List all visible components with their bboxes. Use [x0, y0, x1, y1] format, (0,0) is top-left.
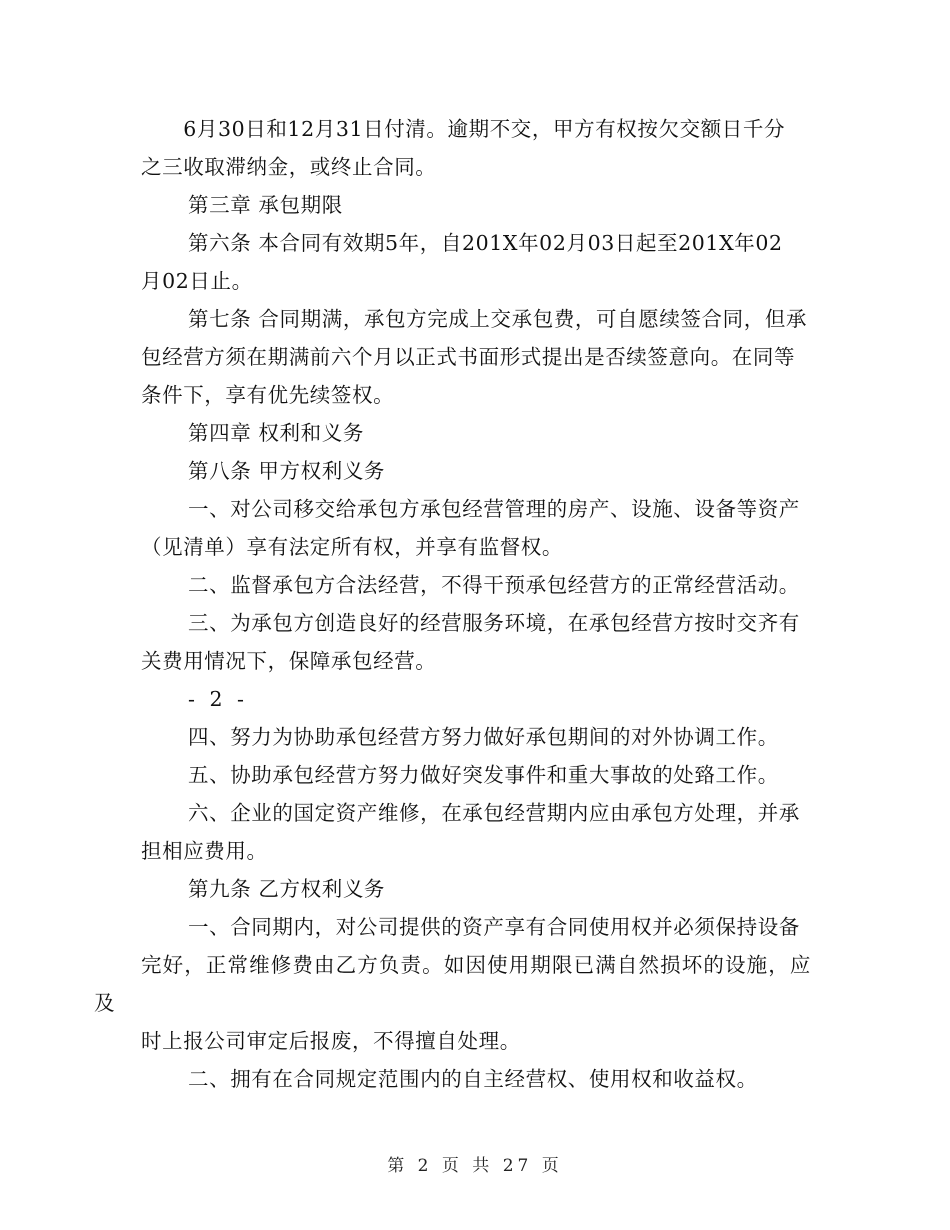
- text-line: 之三收取滞纳金，或终止合同。: [141, 155, 437, 179]
- text-line: 关费用情况下，保障承包经营。: [141, 649, 437, 673]
- text-line: 担相应费用。: [141, 839, 268, 863]
- chapter-heading-rights: [141, 414, 811, 452]
- party-b-item-1: [94, 908, 811, 1060]
- text-line: （见清单）享有法定所有权，并享有监督权。: [141, 535, 563, 559]
- text-line: 第三章 承包期限: [188, 193, 343, 217]
- party-a-item-1: [141, 490, 811, 566]
- article-six: [141, 224, 811, 300]
- page-footer: 第 2 页 共 27 页: [387, 1156, 563, 1176]
- text-line: 四、努力为协助承包经营方努力做好承包期间的对外协调工作。: [188, 725, 779, 749]
- text-line: 第四章 权利和义务: [188, 421, 364, 445]
- chapter-heading-term: [141, 186, 811, 224]
- text-line: 6月30日和12月31日付清。逾期不交，甲方有权按欠交额日千分: [141, 117, 786, 141]
- text-line: 完好，正常维修费由乙方负责。如因使用期限已满自然损坏的设施，应及: [94, 953, 811, 1015]
- party-a-item-3: [141, 604, 811, 680]
- text-line: 五、协助承包经营方努力做好突发事件和重大事故的处臵工作。: [188, 763, 779, 787]
- text-line: 包经营方须在期满前六个月以正式书面形式提出是否续签意向。在同等: [141, 345, 796, 369]
- text-line: 二、拥有在合同规定范围内的自主经营权、使用权和收益权。: [188, 1067, 758, 1091]
- text-line: 一、合同期内，对公司提供的资产享有合同使用权并必须保持设备: [188, 915, 800, 939]
- party-a-item-4: [141, 718, 811, 756]
- paragraph-payment-terms: [141, 110, 811, 186]
- inline-page-number: - 2 -: [188, 687, 248, 711]
- article-nine-heading: [141, 870, 811, 908]
- text-line: 一、对公司移交给承包方承包经营管理的房产、设施、设备等资产: [188, 497, 800, 521]
- party-b-item-2: [141, 1060, 811, 1098]
- text-line: 六、企业的国定资产维修，在承包经营期内应由承包方处理，并承: [188, 801, 800, 825]
- party-a-item-2: [141, 566, 811, 604]
- party-a-item-5: [141, 756, 811, 794]
- document-body: [94, 110, 811, 1098]
- text-line: 月02日止。: [141, 269, 253, 293]
- text-line: 第七条 合同期满，承包方完成上交承包费，可自愿续签合同，但承: [188, 307, 808, 331]
- text-line: 第八条 甲方权利义务: [188, 459, 386, 483]
- article-eight-heading: [141, 452, 811, 490]
- text-line: 二、监督承包方合法经营，不得干预承包经营方的正常经营活动。: [188, 573, 800, 597]
- party-a-item-6: [141, 794, 811, 870]
- text-line: 第九条 乙方权利义务: [188, 877, 386, 901]
- article-seven: [141, 300, 811, 414]
- text-line: 时上报公司审定后报废，不得擅自处理。: [141, 1029, 521, 1053]
- text-line: 条件下，享有优先续签权。: [141, 383, 395, 407]
- text-line: 三、为承包方创造良好的经营服务环境，在承包经营方按时交齐有: [188, 611, 800, 635]
- text-line: 第六条 本合同有效期5年，自201X年02月03日起至201X年02: [188, 231, 783, 255]
